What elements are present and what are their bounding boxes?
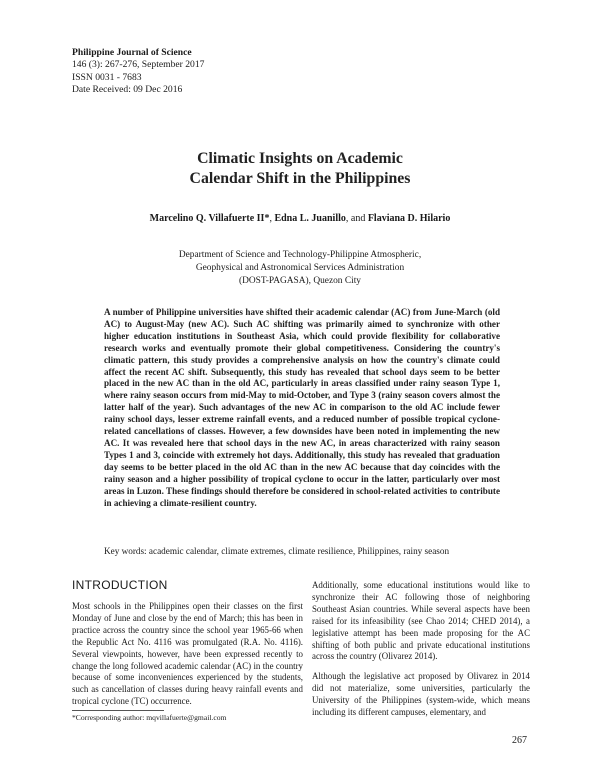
- intro-paragraph: Most schools in the Philippines open their classes on the first Monday of June and close by the end of March; this has been in practice across the country since the school year 1965-66 when the Republic Act No. 4116 was promulgated (R.A. No. 4116). Several viewpoints, however, have been expressed recently to change the long followed academic calendar (AC) in the country because of some inconveniences experienced by the students, such as cancellation of classes during heavy rainfall events and tropical cyclone (TC) occurrence.: [72, 601, 303, 707]
- page-number: 267: [512, 735, 527, 746]
- author-list: [0, 213, 600, 225]
- author-1: Marcelino Q. Villafuerte II*: [149, 213, 270, 224]
- abstract-text: A number of Philippine universities have shifted their academic calendar (AC) from June-March (old AC) to August-May (new AC). Such AC shifting was primarily aimed to synchronize with other higher education institutions in Southeast Asia, which could provide flexibility for collaborative research works and eventually promote their global competitiveness. Considering the country's climatic pattern, this study provides a comprehensive analysis on how the country's climate could affect the recent AC shift. Subsequently, this study has revealed that school days seem to be better placed in the new AC than in the old AC, particularly in areas classified under rainy season Type 1, where rainy season occurs from mid-May to mid-October, and Type 3 (rainy season covers almost the latter half of the year). Such advantages of the new AC in comparison to the old AC include fewer rainy school days, lesser extreme rainfall events, and a reduced number of possible tropical cyclone-related cancellations of classes. However, a few downsides have been noted in implementing the new AC. It was revealed here that school days in the new AC, in areas characterized with rainy season Types 1 and 3, coincide with extremely hot days. Additionally, this study has revealed that graduation day seems to be better placed in the old AC than in the new AC because that day coincides with the rainy season and a higher possibility of tropical cyclone to occur in the latter, particularly over most areas in Luzon. These findings should therefore be considered in school-related activities to contribute in achieving a climate-resilient country.: [104, 307, 500, 508]
- title-line-2: Calendar Shift in the Philippines: [189, 170, 411, 187]
- affiliation-line-3: (DOST-PAGASA), Quezon City: [239, 276, 361, 286]
- affiliation-line-1: Department of Science and Technology-Philippine Atmospheric,: [178, 250, 422, 260]
- author-separator: , and: [345, 213, 368, 224]
- intro-paragraph: Additionally, some educational institutions would like to synchronize their AC following those of neighboring Southeast Asian countries. While several aspects have been raised for its infeasibility (see Chao 2014; CHED 2014), a legislative attempt has been made proposing for the AC shifting of both public and private educational institutions across the country (Olivarez 2014).: [312, 580, 530, 662]
- affiliation-line-2: Geophysical and Astronomical Services Administration: [195, 263, 405, 273]
- title-line-1: Climatic Insights on Academic: [197, 150, 403, 167]
- author-3: Flaviana D. Hilario: [367, 213, 451, 224]
- author-2: Edna L. Juanillo: [274, 213, 346, 224]
- affiliation: [0, 249, 600, 288]
- date-received: Date Received: 09 Dec 2016: [72, 84, 183, 96]
- section-heading-introduction: INTRODUCTION: [72, 578, 168, 592]
- journal-header: [72, 47, 204, 97]
- corresponding-author-footnote: *Corresponding author: mqvillafuerte@gmail.com: [72, 713, 227, 722]
- paper-title: [0, 149, 600, 189]
- journal-volume: 146 (3): 267-276, September 2017: [72, 59, 205, 71]
- keywords: Key words: academic calendar, climate extremes, climate resilience, Philippines, rainy season: [104, 546, 450, 556]
- author-separator: ,: [269, 213, 275, 224]
- column-left: [72, 601, 303, 716]
- column-right: [312, 580, 530, 727]
- journal-name: Philippine Journal of Science: [72, 47, 192, 58]
- journal-issn: ISSN 0031 - 7683: [72, 71, 142, 83]
- footnote-divider: [72, 710, 164, 711]
- abstract: [104, 307, 500, 509]
- intro-paragraph: Although the legislative act proposed by Olivarez in 2014 did not materialize, some universities, particularly the University of the Philippines (system-wide, which means including its different campuses, elementary, and: [312, 671, 530, 718]
